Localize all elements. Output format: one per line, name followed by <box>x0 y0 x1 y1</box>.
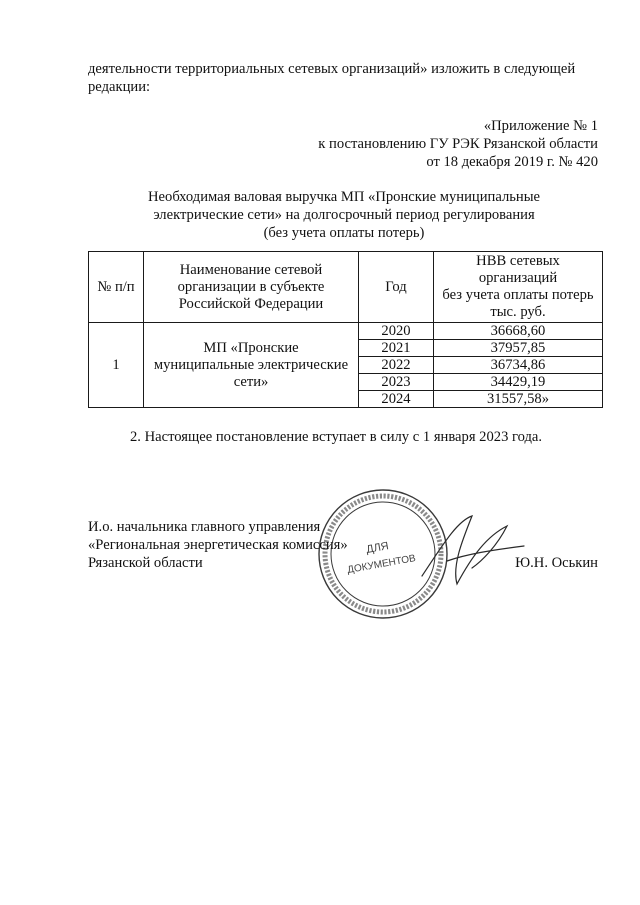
header-organization <box>144 252 359 323</box>
signatory-name: Ю.Н. Оськин <box>515 555 598 571</box>
signatory-line-3: Рязанской области <box>88 555 203 571</box>
annex-line-2: к постановлению ГУ РЭК Рязанской области <box>318 136 598 152</box>
header-org-line-2: организации в субъекте <box>177 278 325 295</box>
signatory-line-2: «Региональная энергетическая комиссия» <box>88 537 348 553</box>
stamp-text-line-2: ДОКУМЕНТОВ <box>346 553 417 576</box>
header-org-line-1: Наименование сетевой <box>179 261 323 278</box>
annex-line-3: от 18 декабря 2019 г. № 420 <box>426 154 598 170</box>
row-number: 1 <box>89 323 144 408</box>
header-nvv <box>434 252 603 323</box>
nvv-value-cell: 36734,86 <box>434 357 603 374</box>
title-line-1: Необходимая валовая выручка МП «Пронские муниципальные <box>148 189 540 205</box>
year-cell: 2020 <box>359 323 434 340</box>
table-title <box>88 188 600 242</box>
stamp-text-line-1: ДЛЯ <box>365 540 390 556</box>
header-nvv-line-1: НВВ сетевых <box>476 253 560 269</box>
intro-paragraph <box>88 60 600 96</box>
intro-line-2: редакции: <box>88 79 151 95</box>
title-line-2: электрические сети» на долгосрочный период регулирования <box>153 207 535 223</box>
annex-line-1: «Приложение № 1 <box>483 118 598 134</box>
nvv-value-cell: 37957,85 <box>434 340 603 357</box>
org-name-line-1: МП «Пронские <box>203 339 299 356</box>
header-nvv-line-4: тыс. руб. <box>490 304 546 320</box>
header-year: Год <box>359 252 434 323</box>
year-cell: 2023 <box>359 374 434 391</box>
table-header-row <box>89 252 603 323</box>
table-row <box>89 323 603 340</box>
intro-line-1: деятельности территориальных сетевых организаций» изложить в следующей <box>88 61 576 77</box>
header-nvv-line-2: организаций <box>478 270 558 286</box>
year-cell: 2021 <box>359 340 434 357</box>
signatory-position <box>88 518 348 572</box>
org-name-line-2: муниципальные электрические <box>153 356 349 373</box>
organization-name <box>144 323 359 408</box>
nvv-value-cell: 34429,19 <box>434 374 603 391</box>
title-line-3: (без учета оплаты потерь) <box>263 225 425 241</box>
nvv-value-cell: 36668,60 <box>434 323 603 340</box>
year-cell: 2022 <box>359 357 434 374</box>
header-number: № п/п <box>89 252 144 323</box>
header-org-line-3: Российской Федерации <box>178 295 324 312</box>
nvv-value-cell: 31557,58» <box>434 391 603 408</box>
annex-reference <box>318 117 598 171</box>
signature-icon <box>412 506 532 596</box>
signatory-line-1: И.о. начальника главного управления <box>88 519 321 535</box>
header-nvv-line-3: без учета оплаты потерь <box>442 287 594 303</box>
year-cell: 2024 <box>359 391 434 408</box>
nvv-table <box>88 251 603 408</box>
clause-2: 2. Настоящее постановление вступает в силу с 1 января 2023 года. <box>130 429 543 445</box>
org-name-line-3: сети» <box>233 373 269 390</box>
